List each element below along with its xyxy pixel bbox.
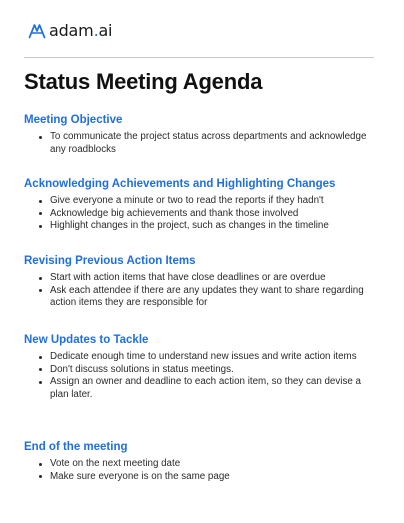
bullet-list — [24, 195, 380, 233]
list-item: Vote on the next meeting date — [50, 458, 380, 471]
section-heading: Acknowledging Achievements and Highlighting Changes — [24, 178, 336, 190]
logo-dot: . — [93, 21, 99, 40]
page-title: Status Meeting Agenda — [24, 69, 263, 94]
bullet-list — [24, 458, 380, 483]
bullet-list — [24, 131, 380, 156]
list-item: Assign an owner and deadline to each action item, so they can devise a plan later. — [50, 376, 380, 401]
list-item: Start with action items that have close deadlines or are overdue — [50, 272, 380, 285]
section-heading: Meeting Objective — [24, 114, 123, 126]
section-heading: Revising Previous Action Items — [24, 255, 196, 267]
adam-ai-logo — [28, 22, 112, 40]
section-heading: End of the meeting — [24, 441, 128, 453]
list-item: To communicate the project status across departments and acknowledge any roadblocks — [50, 131, 380, 156]
bullet-list — [24, 351, 380, 401]
logo-mark-icon — [28, 23, 46, 39]
section-achievements — [24, 177, 380, 233]
list-item: Don't discuss solutions in status meetings. — [50, 364, 380, 377]
section-end-of-meeting — [24, 440, 380, 483]
list-item: Acknowledge big achievements and thank those involved — [50, 208, 380, 221]
section-new-updates — [24, 333, 380, 401]
list-item: Make sure everyone is on the same page — [50, 471, 380, 484]
bullet-list — [24, 272, 380, 310]
section-meeting-objective — [24, 113, 380, 156]
section-previous-action-items — [24, 254, 380, 310]
list-item: Ask each attendee if there are any updates they want to share regarding action items they are responsible for — [50, 285, 380, 310]
logo-text: adam.ai — [49, 21, 113, 40]
section-heading: New Updates to Tackle — [24, 334, 149, 346]
list-item: Highlight changes in the project, such as changes in the timeline — [50, 220, 380, 233]
list-item: Dedicate enough time to understand new issues and write action items — [50, 351, 380, 364]
list-item: Give everyone a minute or two to read the reports if they hadn't — [50, 195, 380, 208]
header-divider — [24, 57, 374, 58]
